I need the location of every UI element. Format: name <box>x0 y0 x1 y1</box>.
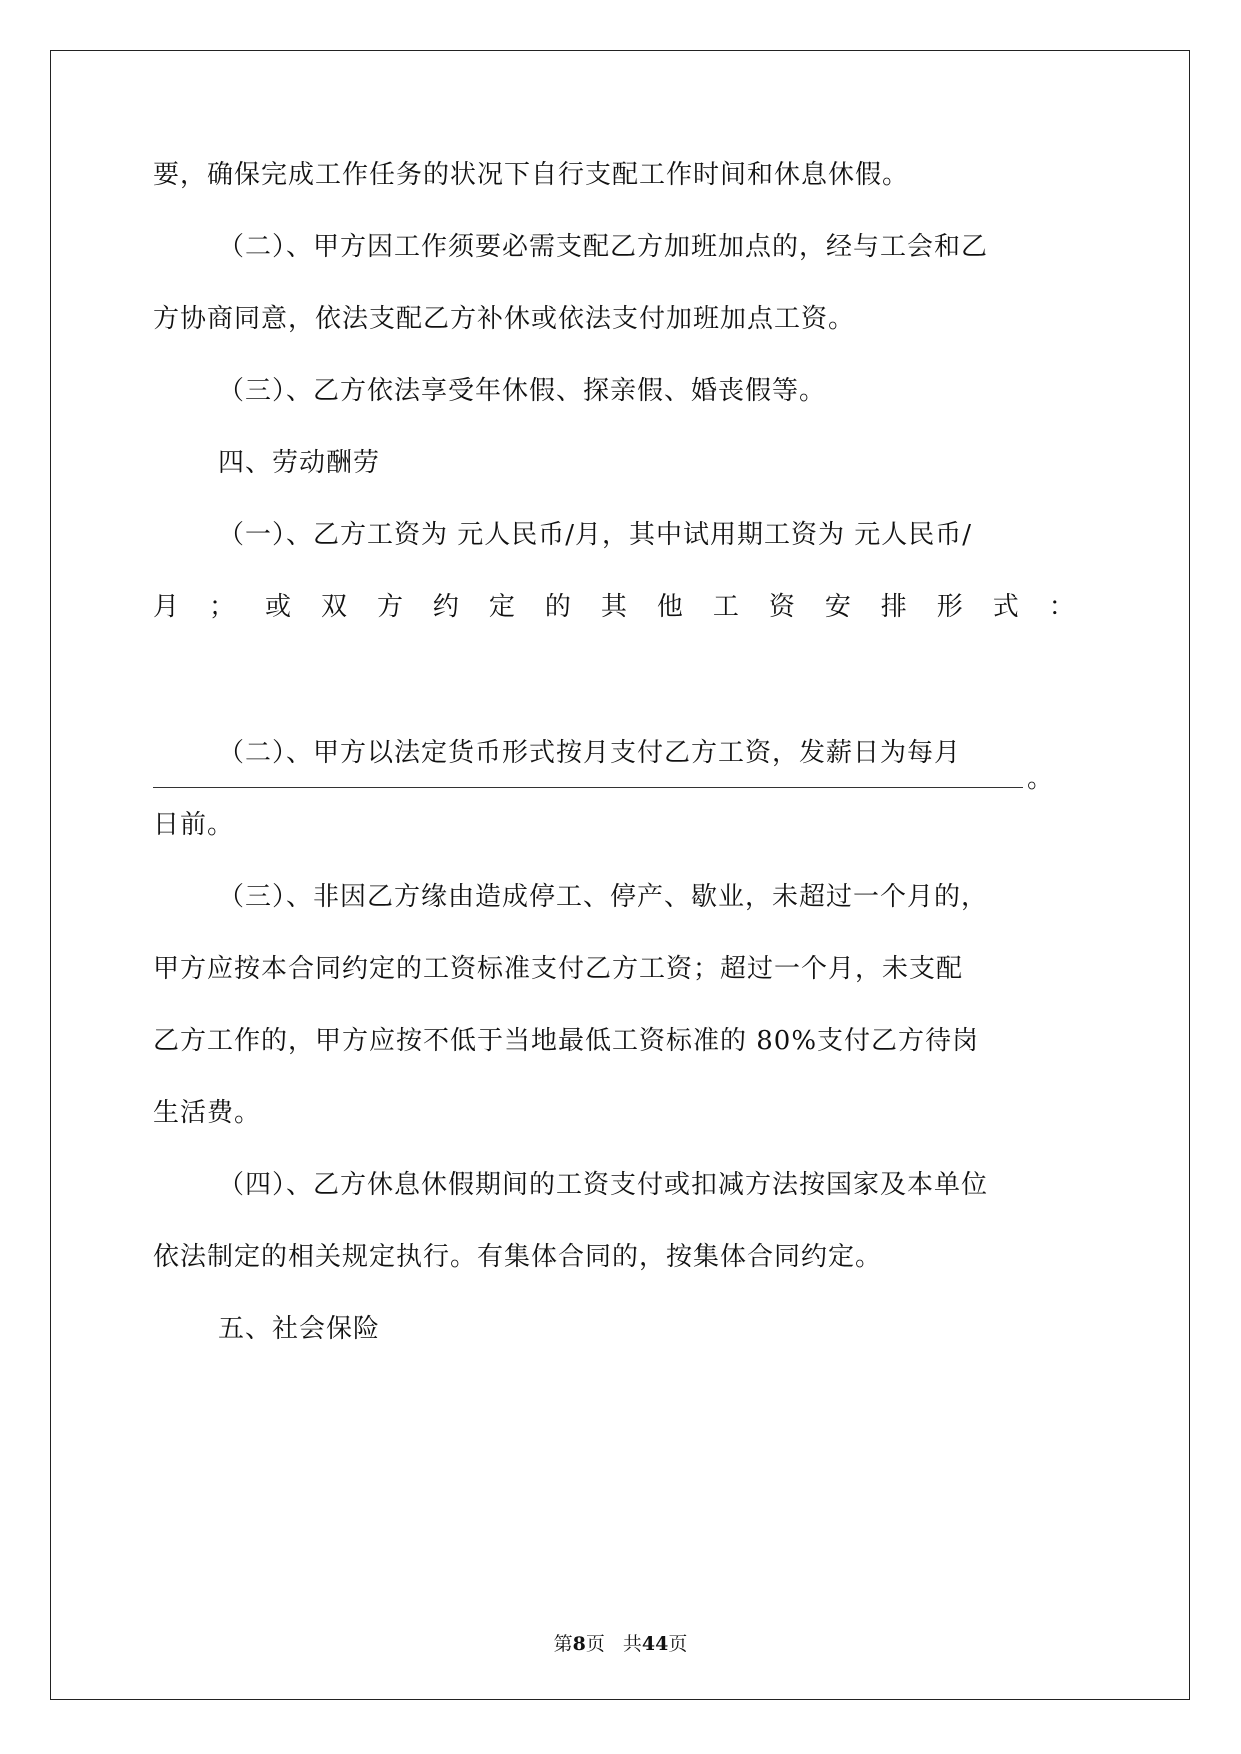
clause-4-3-line-4: 生活费。 <box>153 1098 262 1128</box>
clause-4-4-line-2: 依法制定的相关规定执行。有集体合同的，按集体合同约定。 <box>153 1242 883 1272</box>
word-7: 的 <box>544 592 571 622</box>
clause-4-1-line-1: （一）、乙方工资为 元人民币/月，其中试用期工资为 元人民币/ <box>218 520 973 550</box>
footer-total-suffix: 页 <box>668 1633 688 1655</box>
page-border <box>50 50 1190 1700</box>
word-0: 月 <box>153 592 180 622</box>
clause-4-4-line-1: （四）、乙方休息休假期间的工资支付或扣减方法按国家及本单位 <box>218 1170 989 1200</box>
page-footer <box>0 1632 1241 1656</box>
clause-2-2-line-1: （二）、甲方因工作须要必需支配乙方加班加点的，经与工会和乙 <box>218 232 989 262</box>
word-6: 定 <box>488 592 515 622</box>
word-14: 形 <box>936 592 963 622</box>
word-12: 安 <box>824 592 851 622</box>
section-heading-5: 五、社会保险 <box>218 1314 381 1344</box>
footer-page-suffix: 页 <box>585 1633 605 1655</box>
clause-4-2-line-2: 日前。 <box>153 810 235 840</box>
word-9: 他 <box>656 592 683 622</box>
text-line-1: 要，确保完成工作任务的状况下自行支配工作时间和休息休假。 <box>153 160 910 190</box>
word-4: 方 <box>376 592 403 622</box>
word-13: 排 <box>880 592 907 622</box>
footer-total-prefix: 共 <box>622 1633 642 1655</box>
clause-2-3: （三）、乙方依法享受年休假、探亲假、婚丧假等。 <box>218 376 827 406</box>
blank-line-end: 。 <box>1027 764 1054 794</box>
total-pages: 44 <box>641 1633 669 1655</box>
word-10: 工 <box>712 592 739 622</box>
blank-underline <box>153 787 1023 788</box>
clause-4-2-line-1: （二）、甲方以法定货币形式按月支付乙方工资，发薪日为每月 <box>218 738 962 768</box>
clause-2-2-line-2: 方协商同意，依法支配乙方补休或依法支付加班加点工资。 <box>153 304 856 334</box>
clause-4-3-line-2: 甲方应按本合同约定的工资标准支付乙方工资；超过一个月，未支配 <box>153 954 964 984</box>
word-16: ： <box>1048 592 1075 622</box>
word-1: ； <box>208 592 235 622</box>
clause-4-1-line-2 <box>153 590 1075 624</box>
word-15: 式 <box>992 592 1019 622</box>
clause-4-3-line-3: 乙方工作的，甲方应按不低于当地最低工资标准的 80%支付乙方待岗 <box>153 1026 980 1056</box>
clause-4-3-line-1: （三）、非因乙方缘由造成停工、停产、歇业，未超过一个月的， <box>218 882 989 912</box>
word-3: 双 <box>320 592 347 622</box>
footer-prefix: 第 <box>553 1633 573 1655</box>
word-2: 或 <box>264 592 291 622</box>
page-number: 8 <box>572 1633 586 1655</box>
word-8: 其 <box>600 592 627 622</box>
section-heading-4: 四、劳动酬劳 <box>218 448 381 478</box>
word-5: 约 <box>432 592 459 622</box>
word-11: 资 <box>768 592 795 622</box>
